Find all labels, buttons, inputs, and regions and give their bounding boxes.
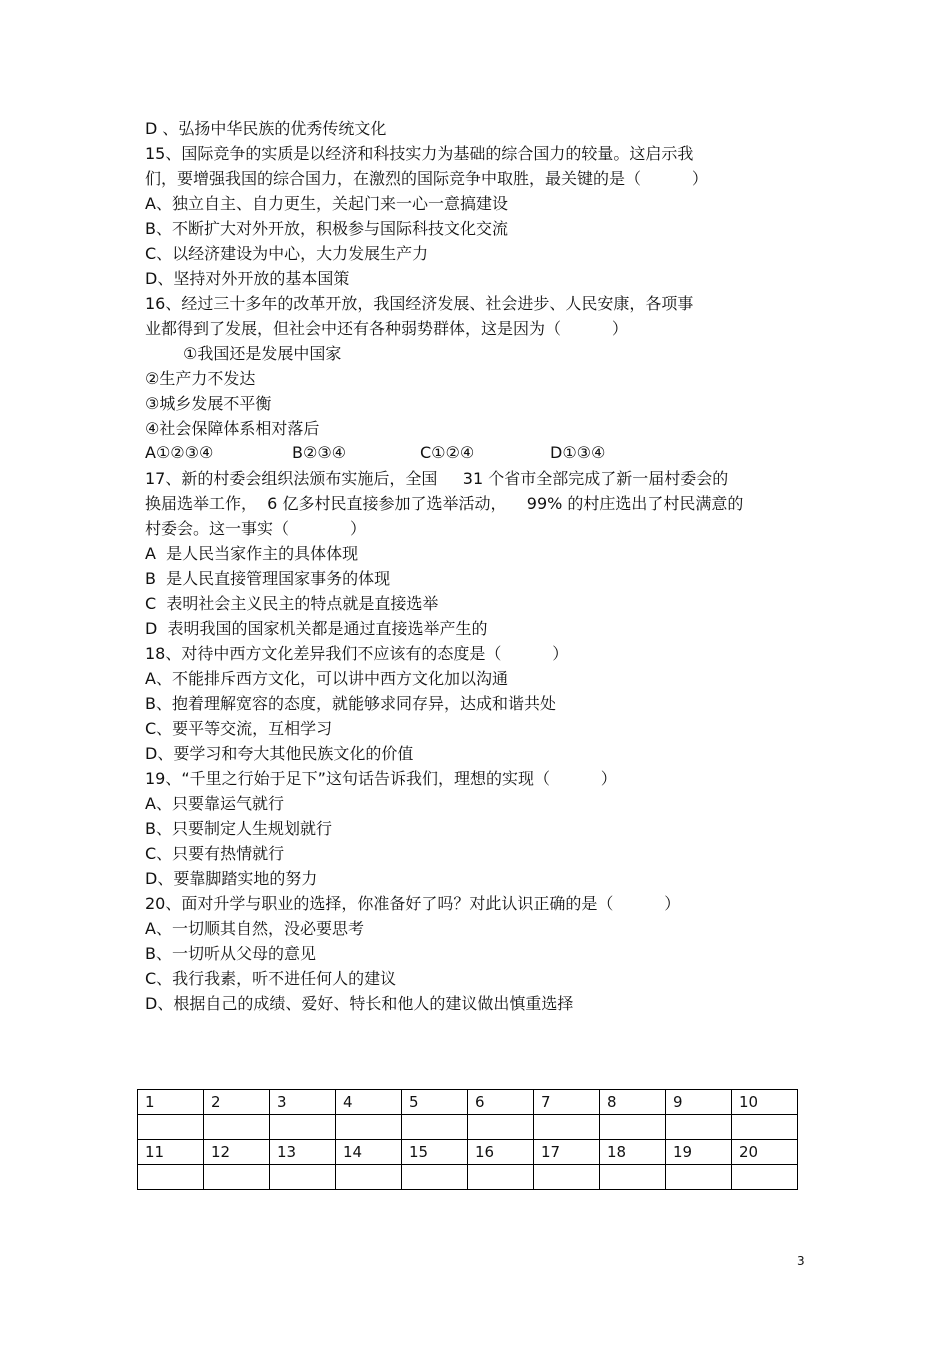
answer-blank-cell[interactable] bbox=[402, 1165, 468, 1190]
q16-statement-1: ①我国还是发展中国家 bbox=[183, 344, 342, 363]
q19-option-a: A、只要靠运气就行 bbox=[145, 794, 284, 813]
q16-option-c: C①②④ bbox=[420, 443, 475, 462]
q14-option-d: D 、弘扬中华民族的优秀传统文化 bbox=[145, 119, 387, 138]
answer-number-cell: 19 bbox=[666, 1140, 732, 1165]
q16-statement-3: ③城乡发展不平衡 bbox=[145, 394, 272, 413]
answer-blank-cell[interactable] bbox=[600, 1165, 666, 1190]
answer-blank-cell[interactable] bbox=[666, 1165, 732, 1190]
q18-stem: 18、对待中西方文化差异我们不应该有的态度是（ ） bbox=[145, 644, 569, 663]
q16-stem-line1: 16、经过三十多年的改革开放，我国经济发展、社会进步、人民安康，各项事 bbox=[145, 294, 694, 313]
answer-number-cell: 6 bbox=[468, 1090, 534, 1115]
answer-blank-cell[interactable] bbox=[468, 1165, 534, 1190]
answer-blank-cell[interactable] bbox=[336, 1115, 402, 1140]
q17-option-a: A 是人民当家作主的具体体现 bbox=[145, 544, 359, 563]
answer-number-cell: 12 bbox=[204, 1140, 270, 1165]
q15-option-d: D、坚持对外开放的基本国策 bbox=[145, 269, 350, 288]
q16-statement-2: ②生产力不发达 bbox=[145, 369, 256, 388]
q19-option-d: D、要靠脚踏实地的努力 bbox=[145, 869, 318, 888]
answer-number-cell: 20 bbox=[732, 1140, 798, 1165]
q15-option-c: C、以经济建设为中心，大力发展生产力 bbox=[145, 244, 429, 263]
q20-option-a: A、一切顺其自然，没必要思考 bbox=[145, 919, 364, 938]
q19-stem: 19、“千里之行始于足下”这句话告诉我们，理想的实现（ ） bbox=[145, 769, 617, 788]
answer-table bbox=[137, 1089, 798, 1190]
answer-blank-cell[interactable] bbox=[270, 1115, 336, 1140]
q16-statement-4: ④社会保障体系相对落后 bbox=[145, 419, 320, 438]
q20-stem: 20、面对升学与职业的选择，你准备好了吗？对此认识正确的是（ ） bbox=[145, 894, 681, 913]
answer-number-cell: 8 bbox=[600, 1090, 666, 1115]
answer-number-cell: 11 bbox=[138, 1140, 204, 1165]
q17-stem-line2: 换届选举工作， 6 亿多村民直接参加了选举活动， 99% 的村庄选出了村民满意的 bbox=[145, 494, 744, 513]
answer-blank-cell[interactable] bbox=[138, 1115, 204, 1140]
q15-option-b: B、不断扩大对外开放，积极参与国际科技文化交流 bbox=[145, 219, 508, 238]
answer-blank-cell[interactable] bbox=[204, 1165, 270, 1190]
answer-number-cell: 4 bbox=[336, 1090, 402, 1115]
q18-option-a: A、不能排斥西方文化，可以讲中西方文化加以沟通 bbox=[145, 669, 508, 688]
answer-blank-cell[interactable] bbox=[732, 1165, 798, 1190]
q20-option-b: B、一切听从父母的意见 bbox=[145, 944, 316, 963]
answer-number-cell: 13 bbox=[270, 1140, 336, 1165]
q16-option-d: D①③④ bbox=[550, 443, 606, 462]
page-number: 3 bbox=[797, 1254, 805, 1268]
q15-stem-line1: 15、国际竞争的实质是以经济和科技实力为基础的综合国力的较量。这启示我 bbox=[145, 144, 694, 163]
q20-option-c: C、我行我素，听不进任何人的建议 bbox=[145, 969, 397, 988]
q16-options bbox=[145, 443, 845, 465]
answer-blank-cell[interactable] bbox=[534, 1165, 600, 1190]
answer-number-cell: 14 bbox=[336, 1140, 402, 1165]
answer-blank-cell[interactable] bbox=[336, 1165, 402, 1190]
q15-stem-line2: 们，要增强我国的综合国力，在激烈的国际竞争中取胜，最关键的是（ ） bbox=[145, 169, 708, 188]
q20-option-d: D、根据自己的成绩、爱好、特长和他人的建议做出慎重选择 bbox=[145, 994, 574, 1013]
q19-option-c: C、只要有热情就行 bbox=[145, 844, 285, 863]
answer-number-cell: 16 bbox=[468, 1140, 534, 1165]
answer-number-cell: 17 bbox=[534, 1140, 600, 1165]
q18-option-c: C、要平等交流，互相学习 bbox=[145, 719, 333, 738]
answer-number-cell: 3 bbox=[270, 1090, 336, 1115]
q17-stem-line3: 村委会。这一事实（ ） bbox=[145, 519, 367, 538]
answer-number-cell: 9 bbox=[666, 1090, 732, 1115]
answer-blank-row-2 bbox=[138, 1165, 798, 1190]
q17-stem-line1: 17、新的村委会组织法颁布实施后，全国 31 个省市全部完成了新一届村委会的 bbox=[145, 469, 729, 488]
answer-blank-cell[interactable] bbox=[270, 1165, 336, 1190]
answer-blank-cell[interactable] bbox=[468, 1115, 534, 1140]
answer-number-cell: 7 bbox=[534, 1090, 600, 1115]
answer-blank-row-1 bbox=[138, 1115, 798, 1140]
q19-option-b: B、只要制定人生规划就行 bbox=[145, 819, 332, 838]
answer-number-cell: 1 bbox=[138, 1090, 204, 1115]
q15-option-a: A、独立自主、自力更生，关起门来一心一意搞建设 bbox=[145, 194, 508, 213]
q18-option-d: D、要学习和夸大其他民族文化的价值 bbox=[145, 744, 414, 763]
q16-option-a: A①②③④ bbox=[145, 443, 214, 462]
q16-option-b: B②③④ bbox=[292, 443, 347, 462]
answer-number-cell: 5 bbox=[402, 1090, 468, 1115]
answer-blank-cell[interactable] bbox=[732, 1115, 798, 1140]
q17-option-d: D 表明我国的国家机关都是通过直接选举产生的 bbox=[145, 619, 488, 638]
answer-header-row-1 bbox=[138, 1090, 798, 1115]
answer-blank-cell[interactable] bbox=[534, 1115, 600, 1140]
answer-number-cell: 18 bbox=[600, 1140, 666, 1165]
answer-blank-cell[interactable] bbox=[204, 1115, 270, 1140]
answer-blank-cell[interactable] bbox=[402, 1115, 468, 1140]
q17-option-b: B 是人民直接管理国家事务的体现 bbox=[145, 569, 391, 588]
answer-blank-cell[interactable] bbox=[138, 1165, 204, 1190]
q16-stem-line2: 业都得到了发展，但社会中还有各种弱势群体，这是因为（ ） bbox=[145, 319, 628, 338]
answer-blank-cell[interactable] bbox=[600, 1115, 666, 1140]
answer-number-cell: 15 bbox=[402, 1140, 468, 1165]
q18-option-b: B、抱着理解宽容的态度，就能够求同存异，达成和谐共处 bbox=[145, 694, 556, 713]
answer-header-row-2 bbox=[138, 1140, 798, 1165]
answer-blank-cell[interactable] bbox=[666, 1115, 732, 1140]
q17-option-c: C 表明社会主义民主的特点就是直接选举 bbox=[145, 594, 439, 613]
answer-number-cell: 10 bbox=[732, 1090, 798, 1115]
answer-number-cell: 2 bbox=[204, 1090, 270, 1115]
